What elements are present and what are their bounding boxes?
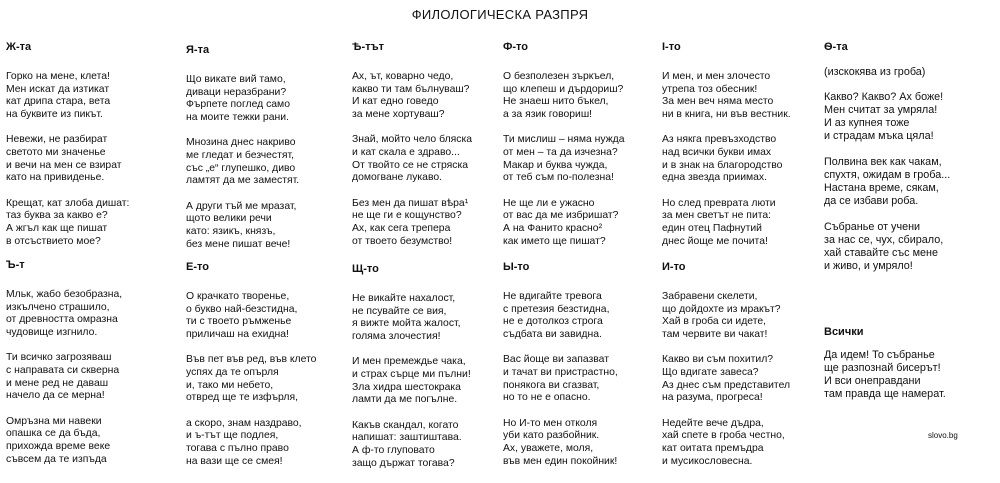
stanza: [824, 349, 946, 401]
verse-line: какво ти там бълнуваш?: [352, 83, 470, 95]
verse-line: ламтят да ме заместят.: [186, 175, 300, 187]
verse-line: Зла хидра шестокрака: [352, 381, 461, 393]
verse-line: не е дотолкоз строга: [503, 316, 603, 328]
verse-line: А други тъй ме мразат,: [186, 200, 297, 212]
verse-line: във мен един покойник!: [503, 455, 618, 467]
verse-line: Ах, уважете, моля,: [503, 442, 594, 454]
stanza: [824, 91, 950, 143]
verse-line: не псувайте се вия,: [352, 305, 447, 317]
verse-line: И мен, и мен злочесто: [662, 71, 771, 82]
verse-line: на моите тежки рани.: [186, 111, 289, 123]
section-f: [503, 40, 625, 261]
section-heading: Ж-та: [6, 41, 32, 53]
verse-line: светото ми значенье: [6, 146, 106, 158]
verse-line: и живо, и умряло!: [824, 260, 913, 272]
verse-line: И аз купнея тоже: [824, 117, 910, 129]
verse-line: о буквo най-безстидна,: [186, 303, 298, 315]
verse-line: Какво? Какво? Ах боже!: [824, 91, 944, 103]
verse-line: Що викате вий тамо,: [186, 74, 286, 85]
section-sht: [352, 262, 471, 483]
verse-line: в отсъствието мое?: [6, 235, 101, 247]
stanza: [824, 66, 950, 79]
section-all: [824, 325, 946, 414]
verse-line: приличаш на ехидна!: [186, 328, 289, 340]
verse-line: за мен светът не пита:: [662, 210, 772, 222]
section-ya: [186, 43, 299, 264]
verse-line: една звезда приимах.: [662, 172, 768, 184]
verse-line: как името ще пишат?: [503, 235, 606, 247]
verse-line: ламти да ме погълне.: [352, 394, 458, 406]
verse-line: и мусикословесна.: [662, 455, 753, 467]
verse-line: и страдам мъка цяла!: [824, 130, 934, 142]
verse-line: от теб съм по-полезна!: [503, 172, 614, 184]
verse-line: ни в книга, ни във вестник.: [662, 108, 791, 120]
verse-line: от древността омразна: [6, 314, 118, 326]
verse-line: от вас да ме избришат?: [503, 210, 619, 222]
section-heading: И-то: [662, 261, 686, 273]
section-heading: Ы-то: [503, 261, 530, 273]
section-heading: І-то: [662, 41, 681, 53]
stanza: [186, 137, 299, 187]
verse-line: със „е“ глупешко, диво: [186, 162, 296, 174]
verse-line: успях да те опърля: [186, 366, 279, 378]
stanza: [503, 291, 618, 341]
stanza: [503, 71, 625, 121]
verse-line: тогава с пълно право: [186, 442, 289, 454]
verse-line: Знай, мойто чело бляска: [352, 134, 473, 146]
verse-line: опашка се да бъда,: [6, 428, 101, 440]
verse-line: там правда ще намерат.: [824, 388, 946, 400]
verse-line: Във пет във ред, във клето: [186, 354, 317, 366]
section-heading: Всички: [824, 326, 864, 338]
verse-line: О крачкато творенье,: [186, 291, 290, 302]
verse-line: напишат: заштиштава.: [352, 432, 462, 444]
verse-line: Мнозина днес накриво: [186, 137, 296, 149]
stanza: [6, 71, 129, 121]
verse-line: Какво ви съм похитил?: [662, 354, 774, 366]
verse-line: Забравени скелети,: [662, 291, 758, 302]
verse-line: И мен премеждье чака,: [352, 356, 466, 368]
stanza: [662, 198, 791, 248]
section-heading: Ѣ-тът: [352, 41, 385, 53]
section-yat: [352, 40, 472, 261]
section-fita: [824, 40, 950, 286]
verse-line: Но след превратa люти: [662, 197, 776, 209]
verse-line: чудовище изгнило.: [6, 326, 98, 338]
verse-line: с направата си скверна: [6, 364, 120, 376]
verse-line: За мен веч няма место: [662, 96, 774, 108]
verse-line: Какъв скандал, когато: [352, 419, 459, 431]
verse-line: хай спете в гроба честно,: [662, 430, 785, 442]
verse-line: като на привиденье.: [6, 172, 105, 184]
source-credit: slovo.bg: [928, 431, 958, 440]
verse-line: с претезия безстидна,: [503, 303, 610, 315]
verse-line: уби като разбойник.: [503, 430, 600, 442]
verse-line: днес йоще ме почита!: [662, 235, 768, 247]
verse-line: изкълчено страшило,: [6, 301, 110, 313]
verse-line: да се избави роба.: [824, 195, 919, 207]
section-heading: Ъ-т: [6, 259, 25, 271]
section-heading: Ѳ-та: [824, 41, 848, 53]
verse-line: Но И-то мен отколя: [503, 417, 598, 429]
verse-line: Без мен да пишат вѣра¹: [352, 197, 469, 209]
stanza: [662, 418, 790, 468]
stanza: [186, 418, 316, 468]
stanza: [6, 198, 129, 248]
verse-line: не ще ги е кощунство?: [352, 210, 462, 222]
verse-line: Омръзна ми навеки: [6, 415, 102, 427]
stanza: [352, 293, 471, 343]
stanza: [6, 352, 122, 402]
verse-line: А ф-то глуповато: [352, 444, 435, 456]
stanza: [662, 354, 790, 404]
section-heading: Ф-то: [503, 41, 529, 53]
stanza: [186, 354, 316, 404]
verse-line: спухтя, ожидам в гроба...: [824, 169, 951, 181]
verse-line: таз буква за какво е?: [6, 210, 108, 222]
verse-line: Ти всичко загрозяваш: [6, 352, 112, 364]
verse-line: Макар и буква чужда,: [503, 159, 608, 171]
stanza: [6, 289, 122, 339]
section-heading: Е-то: [186, 261, 209, 273]
verse-line: на вази ще се смея!: [186, 455, 283, 467]
verse-line: кат оитата премъдра: [662, 442, 764, 454]
poem-title: ФИЛОЛОГИЧЕСКА РАЗПРЯ: [411, 7, 589, 22]
stanza: [503, 134, 625, 184]
verse-line: що клепеш и дърдориш?: [503, 83, 624, 95]
verse-line: и, тако ми небето,: [186, 379, 274, 391]
stanza: [662, 291, 790, 341]
verse-line: като: язикъ, князъ,: [186, 225, 276, 237]
stanza: [6, 416, 122, 466]
verse-line: Ах, ът, коварно чедо,: [352, 71, 454, 82]
stanza: [824, 156, 950, 208]
verse-line: и в знак на благородство: [662, 159, 783, 171]
verse-line: Вас йоще ви запазват: [503, 354, 609, 366]
verse-line: Мен считат за умряла!: [824, 104, 938, 116]
section-yery: [503, 260, 618, 481]
verse-line: за нас се, чух, сбирало,: [824, 234, 944, 246]
verse-line: О безполезен зъркъел,: [503, 71, 615, 82]
verse-line: диваци неразбрани?: [186, 86, 287, 98]
verse-line: и кат скала е здраво...: [352, 146, 460, 158]
verse-line: защо държат тогава?: [352, 457, 455, 469]
verse-line: я вижте мойта жалост,: [352, 318, 461, 330]
verse-line: и вечи на мен се взират: [6, 159, 122, 171]
stanza: [352, 198, 472, 248]
verse-line: там червите ви чакат!: [662, 328, 768, 340]
verse-line: ще разпознай бисерът!: [824, 362, 941, 374]
verse-line: над всички букви имах: [662, 146, 772, 158]
verse-line: Не викайте нахалост,: [352, 293, 456, 304]
verse-line: Ах, как сега трепера: [352, 222, 451, 234]
stanza: [503, 354, 618, 404]
stanza: [662, 71, 791, 121]
verse-line: а за язик говориш!: [503, 108, 593, 120]
verse-line: Да идем! То събранье: [824, 349, 935, 361]
verse-line: голяма злочестия!: [352, 330, 441, 342]
section-i-dot: [662, 40, 791, 261]
stanza: [186, 74, 299, 124]
verse-line: начело да се мерна!: [6, 390, 105, 402]
verse-line: Полвина век как чакам,: [824, 156, 942, 168]
verse-line: Крещат, кат злоба дишат:: [6, 197, 130, 209]
verse-line: От твойто се не стряска: [352, 159, 469, 171]
verse-line: кат дрипа стара, вета: [6, 96, 111, 108]
verse-line: и ъ-тът ще подлея,: [186, 430, 279, 442]
verse-line: отвред ще те изфърля,: [186, 392, 299, 404]
section-zh: [6, 40, 129, 261]
verse-line: Що вдигате завеса?: [662, 366, 759, 378]
verse-line: на разума, прогреса!: [662, 392, 763, 404]
verse-line: Хай в гроба си идете,: [662, 316, 767, 328]
verse-line: а скоро, знам наздраво,: [186, 417, 302, 429]
verse-line: Фърпете поглед само: [186, 99, 290, 111]
verse-line: Аз някга превъзходство: [662, 134, 777, 146]
verse-line: що дойдохте из мракът?: [662, 303, 781, 315]
verse-line: Не знаеш нито бъкел,: [503, 96, 609, 108]
section-heading: Щ-то: [352, 263, 379, 275]
verse-line: А на Фанито красно²: [503, 222, 603, 234]
stanza: [503, 198, 625, 248]
stanza: [6, 134, 129, 184]
verse-line: Не ще ли е ужасно: [503, 197, 595, 209]
verse-line: хай ставайте със мене: [824, 247, 938, 259]
stanza: [824, 221, 950, 273]
verse-line: и тачат ви пристрастно,: [503, 366, 618, 378]
verse-line: И кат едно говедо: [352, 96, 439, 108]
verse-line: (изскокява из гроба): [824, 66, 926, 78]
section-er-golyam: [6, 258, 122, 479]
verse-line: Събраньe от учени: [824, 221, 921, 233]
verse-line: Недейте вече дъдра,: [662, 417, 764, 429]
section-i: [662, 260, 790, 481]
verse-line: съвсем да те изпъда: [6, 453, 107, 465]
stanza: [352, 356, 471, 406]
section-e: [186, 260, 316, 481]
verse-line: Мен искат да изтикат: [6, 83, 110, 95]
verse-line: съдбата ви завидна.: [503, 328, 602, 340]
verse-line: и мене ред не даваш: [6, 377, 109, 389]
verse-line: Горко на мене, клета!: [6, 71, 110, 82]
verse-line: Невежи, не разбират: [6, 134, 108, 146]
verse-line: от твоето безумство!: [352, 235, 453, 247]
stanza: [186, 291, 316, 341]
verse-line: утрепа тоз обесник!: [662, 83, 758, 95]
verse-line: ти с твоето ръмженье: [186, 316, 292, 328]
verse-line: А жгъл как ще пишат: [6, 222, 108, 234]
verse-line: Аз днес съм представител: [662, 379, 791, 391]
stanza: [352, 134, 472, 184]
stanza: [503, 418, 618, 468]
stanza: [352, 420, 471, 470]
verse-line: прихожда време веке: [6, 440, 111, 452]
verse-line: без мене пишат вече!: [186, 238, 291, 250]
verse-line: на буквите из пикът.: [6, 108, 103, 120]
section-heading: Я-та: [186, 44, 210, 56]
verse-line: Мльк, жабо безобразна,: [6, 289, 123, 300]
verse-line: ме гледат и безчестят,: [186, 149, 295, 161]
stanza: [186, 201, 299, 251]
verse-line: домогване лукаво.: [352, 172, 443, 184]
verse-line: Ти мислиш – няма нужда: [503, 134, 625, 146]
verse-line: Не вдигайте тревога: [503, 291, 602, 302]
verse-line: щото велики речи: [186, 213, 272, 225]
verse-line: но то не е опасно.: [503, 392, 591, 404]
verse-line: Настана време, сякам,: [824, 182, 939, 194]
verse-line: И вси онеправдани: [824, 375, 921, 387]
verse-line: един отец Пафнутий: [662, 222, 762, 234]
verse-line: за мене хортуваш?: [352, 108, 445, 120]
verse-line: и страх сърце ми пълни!: [352, 368, 471, 380]
verse-line: понякога ви сгазват,: [503, 379, 600, 391]
stanza: [662, 134, 791, 184]
verse-line: от мен – та да изчезна?: [503, 146, 618, 158]
stanza: [352, 71, 472, 121]
